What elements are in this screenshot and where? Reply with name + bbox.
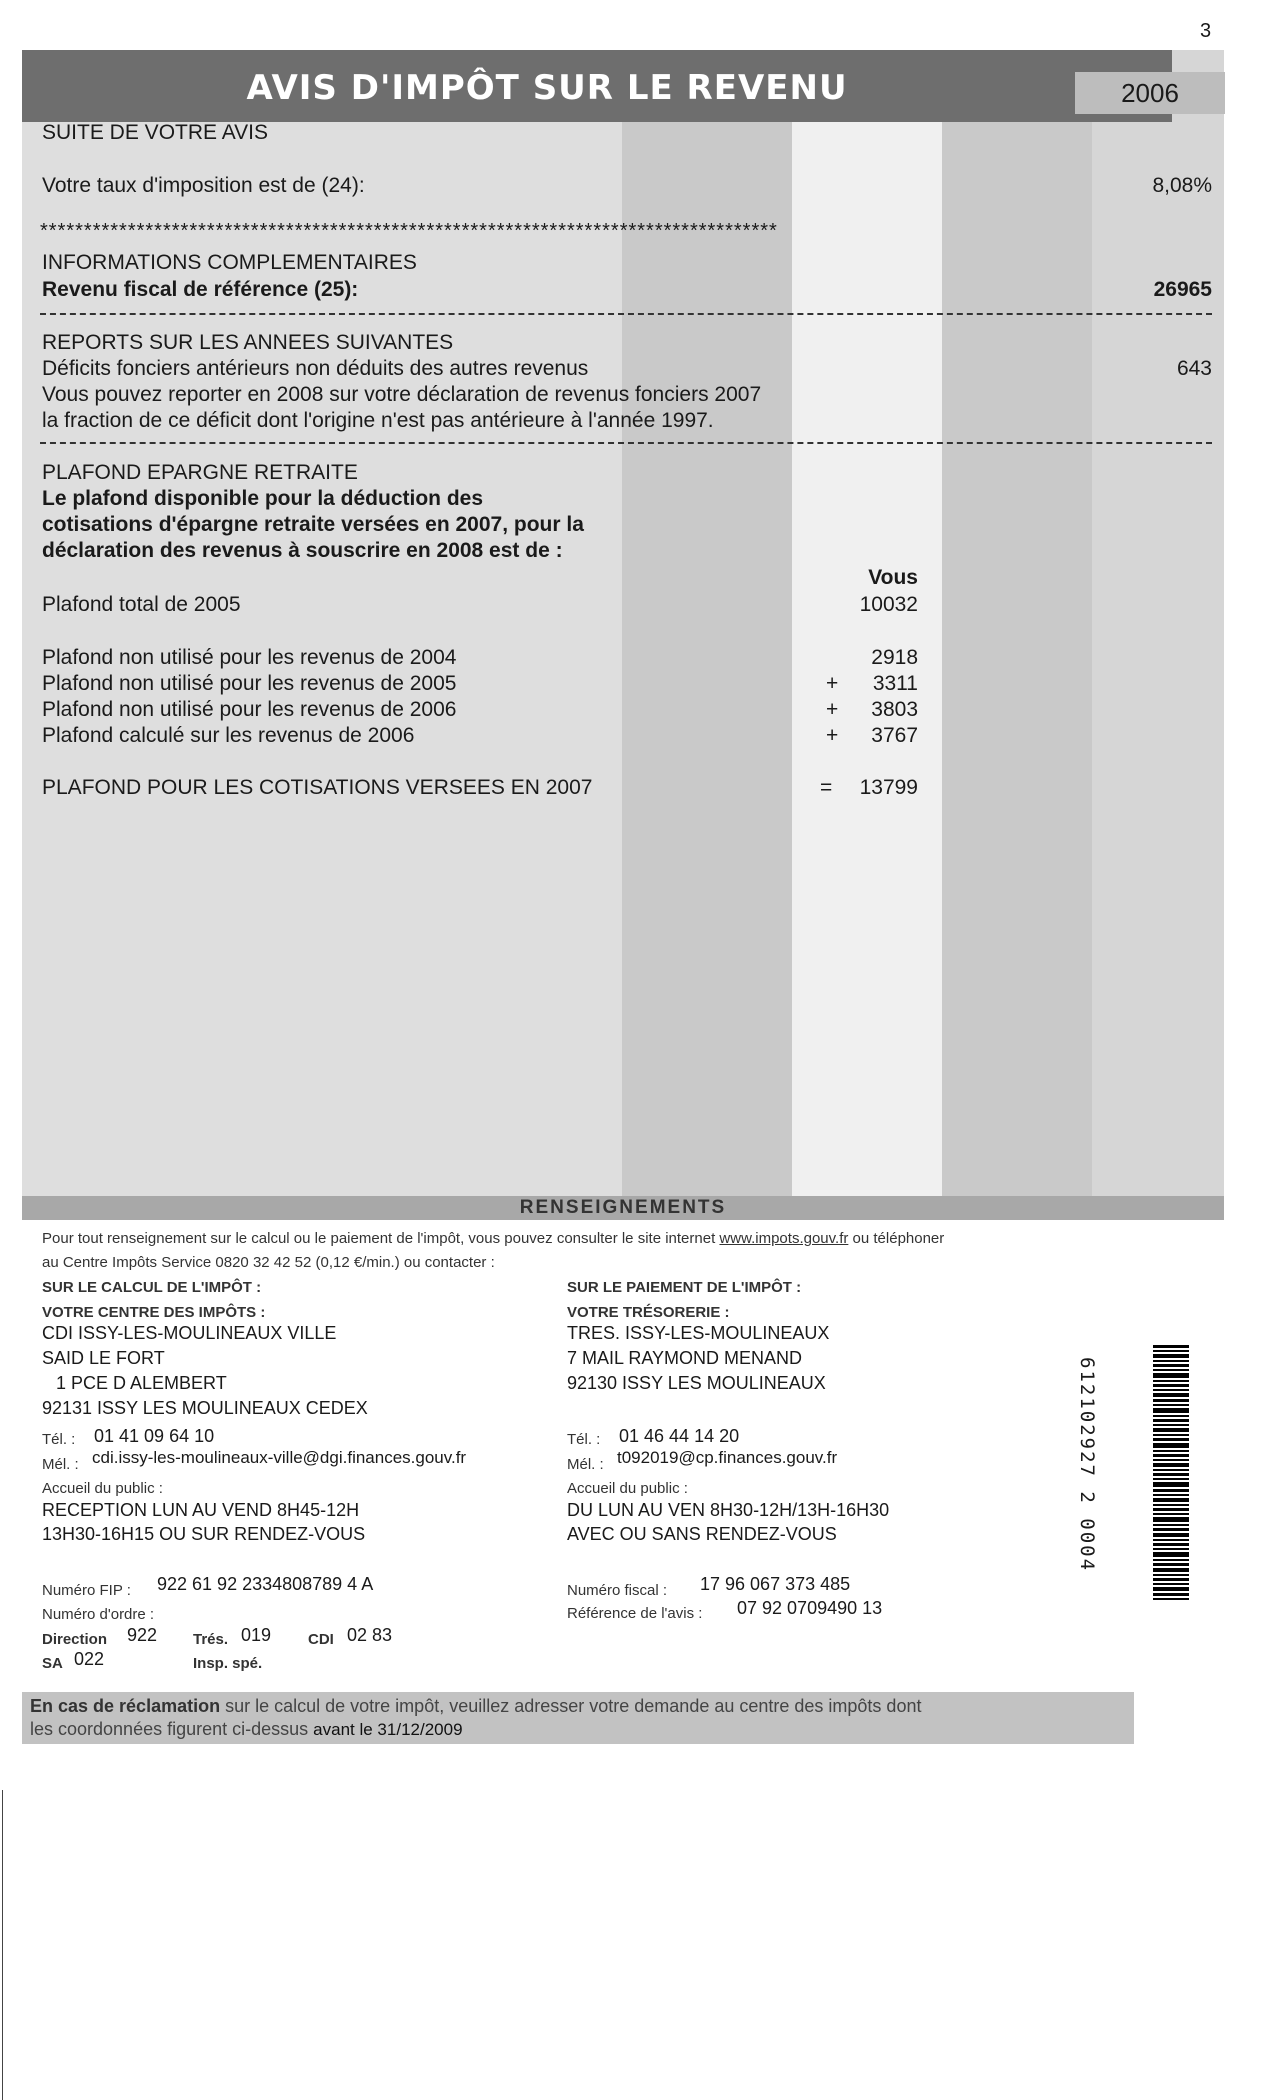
dashed-separator bbox=[40, 442, 1212, 444]
direction-value: 922 bbox=[127, 1625, 158, 1645]
tresorerie-tel: 01 46 44 14 20 bbox=[619, 1426, 740, 1446]
plafond-total-label: Plafond total de 2005 bbox=[42, 593, 241, 616]
centre-addr1: CDI ISSY-LES-MOULINEAUX VILLE bbox=[42, 1323, 337, 1343]
centre-tel: 01 41 09 64 10 bbox=[94, 1426, 215, 1446]
reclamation-deadline: avant le 31/12/2009 bbox=[313, 1720, 463, 1739]
ref-label: Référence de l'avis : bbox=[567, 1605, 703, 1622]
reclamation-box bbox=[22, 1692, 1134, 1744]
tresorerie-accueil2: AVEC OU SANS RENDEZ-VOUS bbox=[567, 1524, 837, 1544]
centre-addr4: 92131 ISSY LES MOULINEAUX CEDEX bbox=[42, 1398, 368, 1418]
ordre-label: Numéro d'ordre : bbox=[42, 1606, 155, 1623]
tresorerie-mel-label: Mél. : bbox=[567, 1456, 604, 1473]
intro-line1: Pour tout renseignement sur le calcul ou le paiement de l'impôt, vous pouvez consulter le site internet www.impots.gouv.fr ou téléphoner bbox=[42, 1230, 945, 1247]
plafond-row-value: 3803 bbox=[871, 698, 918, 721]
barcode-number: 612102927 2 0004 bbox=[1076, 1357, 1098, 1573]
rfr-label: Revenu fiscal de référence (25): bbox=[42, 278, 359, 301]
calcul-heading: SUR LE CALCUL DE L'IMPÔT : bbox=[42, 1279, 262, 1296]
centre-mel-label: Mél. : bbox=[42, 1456, 79, 1473]
renseignements-bar bbox=[22, 1196, 1224, 1220]
plafond-row-value: 3767 bbox=[871, 724, 918, 747]
page-number: 3 bbox=[1200, 20, 1212, 42]
plafond-final-label: PLAFOND POUR LES COTISATIONS VERSEES EN 2007 bbox=[42, 776, 593, 799]
tresorerie-accueil1: DU LUN AU VEN 8H30-12H/13H-16H30 bbox=[567, 1500, 890, 1520]
direction-label: Direction bbox=[42, 1631, 108, 1648]
reports-title: REPORTS SUR LES ANNEES SUIVANTES bbox=[42, 331, 454, 354]
tres-value: 019 bbox=[241, 1625, 272, 1645]
centre-accueil1: RECEPTION LUN AU VEND 8H45-12H bbox=[42, 1500, 360, 1520]
reports-line1-value: 643 bbox=[1176, 357, 1212, 380]
reports-line2: Vous pouvez reporter en 2008 sur votre déclaration de revenus fonciers 2007 bbox=[42, 383, 762, 406]
plafond-bold-line2: cotisations d'épargne retraite versées en 2007, pour la bbox=[42, 513, 584, 536]
reports-line3: la fraction de ce déficit dont l'origine n'est pas antérieure à l'année 1997. bbox=[42, 409, 714, 432]
reclamation-line2: les coordonnées figurent ci-dessus avant le 31/12/2009 bbox=[30, 1719, 463, 1739]
centre-accueil-label: Accueil du public : bbox=[42, 1480, 163, 1497]
renseignements-title: RENSEIGNEMENTS bbox=[519, 1197, 727, 1218]
tresorerie-addr1: TRES. ISSY-LES-MOULINEAUX bbox=[567, 1323, 830, 1343]
infos-title: INFORMATIONS COMPLEMENTAIRES bbox=[42, 251, 417, 274]
plafond-row-op: + bbox=[826, 724, 839, 747]
plafond-total-value: 10032 bbox=[859, 593, 918, 616]
fip-number: 922 61 92 2334808789 4 A bbox=[157, 1574, 374, 1594]
tresorerie-addr2: 7 MAIL RAYMOND MENAND bbox=[567, 1348, 803, 1368]
taux-label: Votre taux d'imposition est de (24): bbox=[42, 174, 365, 197]
tres-label: Trés. bbox=[193, 1631, 229, 1648]
plafond-final-value: 13799 bbox=[859, 776, 918, 799]
plafond-title: PLAFOND EPARGNE RETRAITE bbox=[42, 461, 358, 484]
centre-addr2: SAID LE FORT bbox=[42, 1348, 165, 1368]
reclamation-line1: En cas de réclamation sur le calcul de votre impôt, veuillez adresser votre demande au centre des impôts dont bbox=[30, 1696, 922, 1716]
tresorerie-addr3: 92130 ISSY LES MOULINEAUX bbox=[567, 1373, 826, 1393]
reports-line1: Déficits fonciers antérieurs non déduits des autres revenus bbox=[42, 357, 589, 380]
sa-value: 022 bbox=[74, 1649, 105, 1669]
plafond-row-label: Plafond non utilisé pour les revenus de 2005 bbox=[42, 672, 457, 695]
plafond-bold-line1: Le plafond disponible pour la déduction des bbox=[42, 487, 484, 510]
plafond-row-label: Plafond non utilisé pour les revenus de 2004 bbox=[42, 646, 457, 669]
fip-label: Numéro FIP : bbox=[42, 1582, 131, 1599]
centre-accueil2: 13H30-16H15 OU SUR RENDEZ-VOUS bbox=[42, 1524, 366, 1544]
plafond-row-label: Plafond calculé sur les revenus de 2006 bbox=[42, 724, 415, 747]
plafond-row-value: 3311 bbox=[872, 672, 918, 695]
centre-heading: VOTRE CENTRE DES IMPÔTS : bbox=[42, 1304, 266, 1321]
plafond-row-label: Plafond non utilisé pour les revenus de 2006 bbox=[42, 698, 457, 721]
ref-avis: 07 92 0709490 13 bbox=[737, 1598, 883, 1618]
centre-email[interactable]: cdi.issy-les-moulineaux-ville@dgi.finances.gouv.fr bbox=[92, 1448, 467, 1467]
plafond-bold-line3: déclaration des revenus à souscrire en 2008 est de : bbox=[42, 539, 563, 562]
plafond-row-value: 2918 bbox=[871, 646, 918, 669]
tresorerie-tel-label: Tél. : bbox=[567, 1431, 601, 1448]
header-bar bbox=[22, 50, 1172, 122]
document-title: AVIS D'IMPÔT SUR LE REVENU bbox=[246, 68, 848, 108]
suite-title: SUITE DE VOTRE AVIS bbox=[42, 121, 268, 144]
star-separator: ************************************************************************************ bbox=[40, 220, 778, 242]
plafond-row-op: + bbox=[826, 672, 839, 695]
tresorerie-heading: VOTRE TRÉSORERIE : bbox=[567, 1304, 730, 1321]
fiscal-number: 17 96 067 373 485 bbox=[700, 1574, 851, 1594]
paiement-heading: SUR LE PAIEMENT DE L'IMPÔT : bbox=[567, 1279, 802, 1296]
cdi-value: 02 83 bbox=[347, 1625, 393, 1645]
sa-label: SA bbox=[42, 1655, 63, 1672]
insp-label: Insp. spé. bbox=[193, 1655, 263, 1672]
rfr-value: 26965 bbox=[1153, 278, 1212, 301]
cdi-label: CDI bbox=[308, 1631, 334, 1648]
centre-addr3: 1 PCE D ALEMBERT bbox=[56, 1373, 227, 1393]
tax-year: 2006 bbox=[1075, 72, 1225, 114]
column-header-vous: Vous bbox=[868, 566, 918, 589]
edge-rule bbox=[2, 1790, 3, 2100]
centre-tel-label: Tél. : bbox=[42, 1431, 76, 1448]
barcode bbox=[1153, 1345, 1189, 1605]
fiscal-label: Numéro fiscal : bbox=[567, 1582, 668, 1599]
plafond-row-op: + bbox=[826, 698, 839, 721]
taux-value: 8,08% bbox=[1152, 174, 1212, 197]
plafond-final-op: = bbox=[820, 776, 833, 799]
tresorerie-email[interactable]: t092019@cp.finances.gouv.fr bbox=[617, 1448, 838, 1467]
tresorerie-accueil-label: Accueil du public : bbox=[567, 1480, 688, 1497]
impots-site-link[interactable]: www.impots.gouv.fr bbox=[719, 1230, 849, 1247]
dashed-separator bbox=[40, 313, 1212, 315]
intro-line2: au Centre Impôts Service 0820 32 42 52 (0,12 €/min.) ou contacter : bbox=[42, 1254, 495, 1271]
